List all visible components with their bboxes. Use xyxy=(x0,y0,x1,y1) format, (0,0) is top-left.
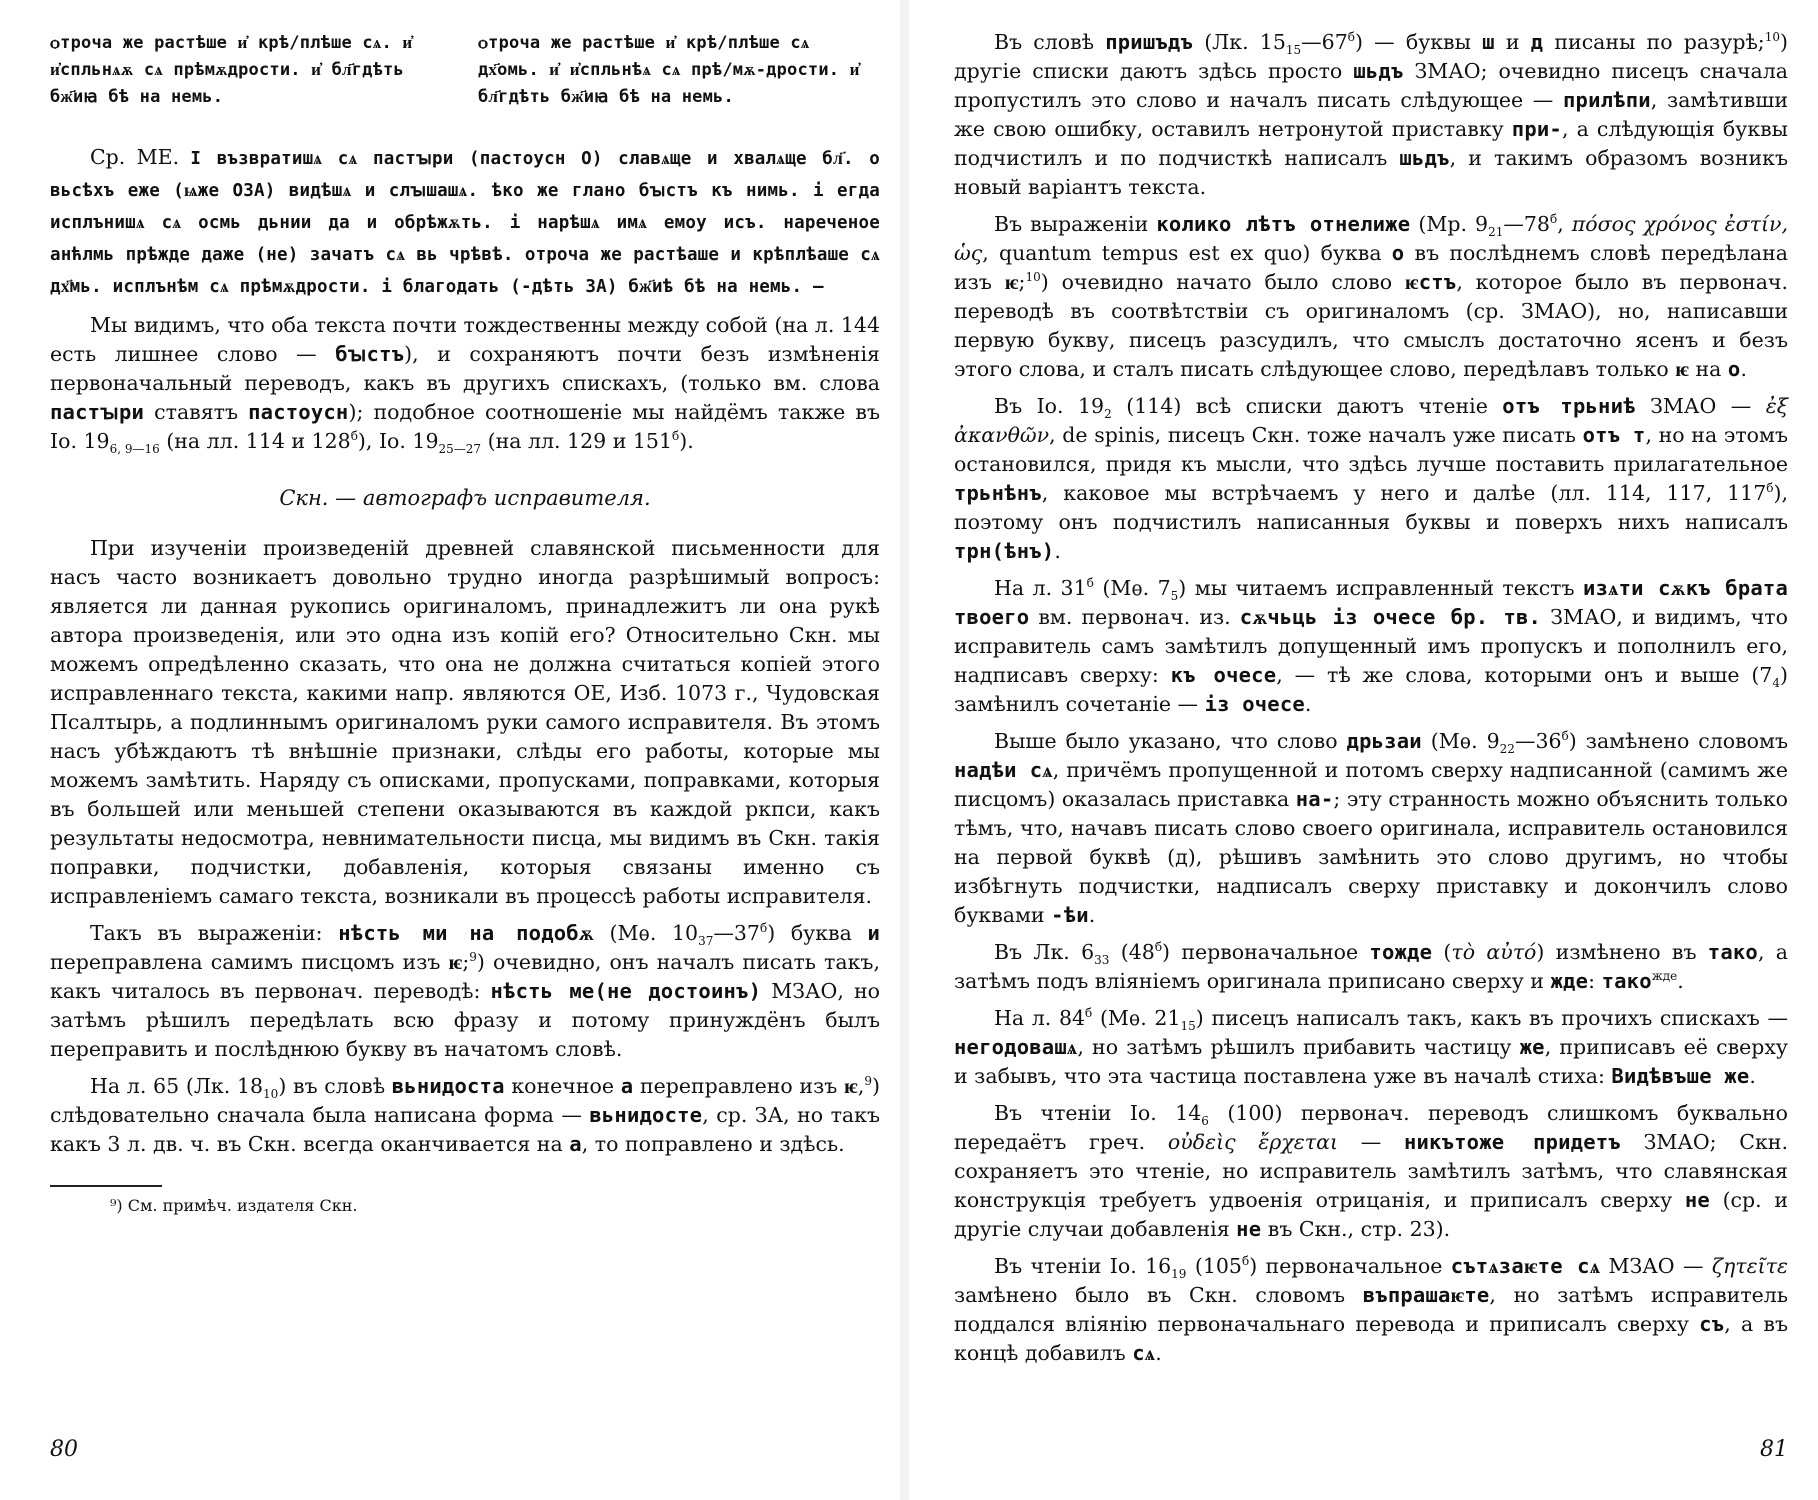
text-run: Въ словѣ xyxy=(994,30,1106,54)
slavonic-word: трьнѣнъ xyxy=(954,481,1042,505)
me-quote: І възвратишѧ сѧ пастꙑри (пастоусн О) славѧще и хвалѧще бл҃. о вьсѣхъ еже (ѩже ОЗА) видѣшѧ и слꙑшашѧ. ѣко же глано бꙑстъ къ нимь. і егда исплънишѧ сѧ осмь дьнии да и обрѣжѫть. і нарѣшѧ имѧ емоу исъ. нареченое анћлмь прѣжде даже (не) зачатъ сѧ вь чрѣвѣ. отроча же растѣаше и крѣплѣаше сѧ дх҃мь. исплънѣм сѧ прѣмѫдрости. і благодать (-дѣть ЗА) бж҃иѣ бѣ на немь. — xyxy=(50,149,880,297)
greek-word: οὐδεὶς ἔρχεται xyxy=(1167,1130,1339,1154)
text-run: (Мѳ. 9 xyxy=(1421,729,1500,753)
text-run: Выше было указано, что слово xyxy=(994,729,1347,753)
text-run: (100) первонач. переводъ слишкомъ буквально передаётъ греч. xyxy=(954,1101,1788,1154)
slavonic-word: Видѣвъше же xyxy=(1611,1064,1750,1088)
verse-subscript: 15 xyxy=(1285,43,1302,58)
text-run: Такъ въ выраженіи: xyxy=(90,921,339,945)
text-run: (Лк. 15 xyxy=(1193,30,1286,54)
text-run: ) очевидно начато было слово xyxy=(1040,270,1405,294)
parallel-col-1: ѻтроча же растѣше и҆ крѣ/плѣше сѧ. и҆ и҆спльнѧѫ сѧ прѣмѫдрости. и҆ бл҃гдѣть бж҃иꙗ бѣ на немь. xyxy=(50,33,413,107)
verse-subscript: 2 xyxy=(1104,407,1112,422)
text-run: . xyxy=(1088,903,1096,927)
slavonic-word: о xyxy=(1727,357,1741,381)
text-run: ( xyxy=(1432,940,1452,964)
text-run: , замѣтивши же свою ошибку, оставилъ нетронутой приставку xyxy=(954,88,1788,141)
text-run: (114) всѣ списки даютъ чтеніе xyxy=(1111,394,1503,418)
text-run: Въ Лк. 6 xyxy=(994,940,1095,964)
text-run: (ср. и другіе случаи добавленія xyxy=(954,1188,1788,1241)
text-run: Въ чтеніи Іо. 16 xyxy=(994,1254,1172,1278)
slavonic-word: изѧти сѫкъ брата твоего xyxy=(954,576,1789,629)
slavonic-word: къ очесе xyxy=(1170,663,1277,687)
text-run: ) писецъ написалъ такъ, какъ въ прочихъ спискахъ — xyxy=(1195,1006,1788,1030)
text-run: , но затѣмъ исправитель поддался вліянію первоначальнаго перевода и приписалъ сверху xyxy=(954,1283,1788,1336)
paragraph-example-2 xyxy=(50,1072,880,1159)
text-run: ) буква xyxy=(767,921,868,945)
slavonic-word: нѣсть ми на подобѫ xyxy=(338,921,594,945)
paragraph-me xyxy=(50,143,880,303)
slavonic-word: ѥ xyxy=(1004,270,1019,294)
text-run: , а слѣдующія буквы подчистилъ и по подчисткѣ написалъ xyxy=(954,117,1788,170)
superscript: б xyxy=(1086,576,1094,591)
text-run: (48 xyxy=(1109,940,1155,964)
right-paragraph xyxy=(954,938,1788,996)
slavonic-word: дрьзаи xyxy=(1346,729,1422,753)
superscript: б xyxy=(1241,1254,1250,1269)
page-number-left: 80 xyxy=(50,1437,78,1462)
text-run: . xyxy=(1749,1064,1756,1088)
text-run: , xyxy=(857,1074,865,1098)
slavonic-word: вьнидосте xyxy=(589,1103,703,1127)
slavonic-word: ѥстъ xyxy=(1404,270,1457,294)
text-run: : xyxy=(1588,969,1602,993)
slavonic-word: пастꙑри xyxy=(50,400,145,424)
verse-subscript: 6, 9—16 xyxy=(109,442,160,457)
greek-word: τὸ αὐτό xyxy=(1451,940,1537,964)
right-paragraph xyxy=(954,392,1788,566)
text-run: ) — буквы xyxy=(1355,30,1483,54)
slavonic-word: бꙑстъ xyxy=(335,342,405,366)
slavonic-word: -ѣи xyxy=(1051,903,1089,927)
verse-subscript: 6 xyxy=(1201,1114,1209,1129)
superscript: б xyxy=(350,429,358,444)
superscript: 9 xyxy=(469,950,477,965)
slavonic-word: о xyxy=(1391,241,1405,265)
slavonic-word: ѥ xyxy=(844,1074,858,1098)
text-run: Мы видимъ, что оба текста почти тождественны между собой (на л. 144 есть лишнее слово — xyxy=(50,313,880,366)
text-run: (Мѳ. 7 xyxy=(1093,576,1171,600)
text-run: ; эту странность можно объяснить только тѣмъ, что, начавъ писать слово своего оригинала, исправитель остановился на первой буквѣ (д), рѣшивъ замѣнить это слово другимъ, но чтобы избѣгнуть подчистки, надписалъ сверху приставку и докончилъ слово буквами xyxy=(954,787,1788,927)
text-run: ) другіе списки даютъ здѣсь просто xyxy=(954,30,1788,83)
text-run: , а затѣмъ подъ вліяніемъ оригинала приписано сверху и xyxy=(954,940,1788,993)
parallel-col-2: ѻтроча же растѣше и҆ крѣ/плѣше сѧ дх҃омь. и҆ и҆спльнѣѧ сѧ прѣ/мѫ-дрости. и҆ бл҃гдѣть бж҃иꙗ бѣ на немь. xyxy=(478,33,860,107)
slavonic-word: и xyxy=(867,921,881,945)
superscript: жде xyxy=(1651,969,1678,984)
verse-subscript: 21 xyxy=(1488,225,1504,240)
superscript: б xyxy=(1085,1006,1093,1021)
slavonic-word: ѥ xyxy=(1675,357,1689,381)
greek-word: πόσος χρόνος ἐστίν, ὡς xyxy=(954,212,1789,265)
text-run: ) измѣнено въ xyxy=(1536,940,1708,964)
text-run: (на лл. 129 и 151 xyxy=(481,429,673,453)
text-run: ). xyxy=(679,429,694,453)
text-run: . xyxy=(1677,969,1684,993)
slavonic-word: никътоже придетъ xyxy=(1403,1130,1621,1154)
text-run: Въ чтеніи Іо. 14 xyxy=(994,1101,1202,1125)
text-run: , xyxy=(1557,212,1572,236)
slavonic-word: въпрашаѥте xyxy=(1362,1283,1490,1307)
slavonic-word: вьнидоста xyxy=(391,1074,505,1098)
slavonic-word: ѥ xyxy=(448,950,463,974)
slavonic-word: съ xyxy=(1699,1312,1725,1336)
section-heading: Скн. — автографъ исправителя. xyxy=(279,486,651,510)
text-run: ); подобное соотношеніе мы найдёмъ также въ Іо. 19 xyxy=(50,400,880,453)
text-run: замѣнено было въ Скн. словомъ xyxy=(954,1283,1363,1307)
verse-subscript: 10 xyxy=(263,1087,279,1102)
text-run: (Мѳ. 10 xyxy=(593,921,699,945)
slavonic-word: тожде xyxy=(1369,940,1433,964)
text-run: , quantum tempus est ex quo) буква xyxy=(982,241,1392,265)
text-run: , но на этомъ остановился, придя къ мысли, что здѣсь лучше поставить прилагательное xyxy=(954,423,1788,476)
text-run: —36 xyxy=(1514,729,1562,753)
right-page xyxy=(909,0,1818,1500)
text-run: ЗМАО — xyxy=(1635,394,1766,418)
text-run: , то поправлено и здѣсь. xyxy=(581,1132,845,1156)
text-run: , приписавъ её сверху и забывъ, что эта частица поставлена уже въ началѣ стиха: xyxy=(954,1035,1788,1088)
text-run: , ср. ЗА, но такъ какъ 3 л. дв. ч. въ Скн. всегда оканчивается на xyxy=(50,1103,880,1156)
text-run: переправлена самимъ писцомъ изъ xyxy=(50,950,449,974)
verse-subscript: 33 xyxy=(1094,953,1110,968)
text-run: , — тѣ же слова, которыми онъ и выше (7 xyxy=(1276,663,1773,687)
superscript: 10 xyxy=(1025,270,1041,285)
slavonic-word: негодовашѧ xyxy=(954,1035,1078,1059)
text-run: , причёмъ пропущенной и потомъ сверху надписанной (самимъ же писцомъ) оказалась приставка xyxy=(954,758,1788,811)
slavonic-word: тако xyxy=(1707,940,1758,964)
superscript: б xyxy=(1561,729,1569,744)
right-paragraph xyxy=(954,210,1788,384)
text-run: (Мѳ. 21 xyxy=(1092,1006,1181,1030)
slavonic-word: пастоусн xyxy=(248,400,349,424)
text-run: , каковое мы встрѣчаемъ у него и далѣе (лл. 114, 117, 117 xyxy=(1041,481,1767,505)
slavonic-word: д xyxy=(1530,30,1544,54)
slavonic-word: пришъдъ xyxy=(1105,30,1194,54)
parallel-text xyxy=(50,30,880,111)
left-page xyxy=(0,0,900,1500)
superscript: б xyxy=(1766,481,1774,496)
slavonic-word: трн(ѣнъ) xyxy=(954,539,1055,563)
verse-subscript: 4 xyxy=(1772,676,1780,691)
slavonic-word: сѫчьць із очесе бр. тв. xyxy=(1239,605,1542,629)
right-paragraph xyxy=(954,574,1788,719)
text-run: — xyxy=(1338,1130,1404,1154)
slavonic-word: не xyxy=(1236,1217,1262,1241)
text-run: ставятъ xyxy=(144,400,249,424)
footnote-rule xyxy=(50,1185,162,1187)
slavonic-word: а xyxy=(620,1074,634,1098)
greek-word: ἐξ ἀκανθῶν xyxy=(954,394,1788,447)
text-run: ), и сохраняютъ почти безъ измѣненія первоначальный переводъ, какъ въ другихъ спискахъ, (только вм. слова xyxy=(50,342,880,395)
paragraph-example-1 xyxy=(50,919,880,1064)
text-run: ) очевидно, онъ началъ писать такъ, какъ читалось въ первонач. переводѣ: xyxy=(50,950,880,1003)
slavonic-word: шьдъ xyxy=(1353,59,1404,83)
text-run: , de spinis, писецъ Скн. тоже началъ уже писать xyxy=(1049,423,1583,447)
text-run: . xyxy=(1054,539,1061,563)
verse-subscript: 22 xyxy=(1499,742,1515,757)
superscript: б xyxy=(1154,940,1163,955)
paragraph-intro: При изученіи произведеній древней славянской письменности для насъ часто возникаетъ довольно трудно иногда разрѣшимый вопросъ: является ли данная рукопись оригиналомъ, принадлежитъ ли она рукѣ автора произведенія, или это одна изъ копій его? Относительно Скн. мы можемъ опредѣленно сказать, что она не должна считаться копіей этого исправленнаго текста, какими напр. являются ОЕ, Изб. 1073 г., Чудовская Псалтырь, а подлиннымъ оригиналомъ руки самого исправителя. Въ этомъ насъ убѣждаютъ тѣ внѣшніе признаки, слѣды его работы, которые мы можемъ замѣтить. Наряду съ описками, пропусками, поправками, которыя въ большей или меньшей степени оказываются въ каждой ркпси, какъ результаты недосмотра, невнимательности писца, мы видимъ въ Скн. такія поправки, подчистки, добавленія, которыя связаны именно съ исправленіемъ самаго текста, возникали въ процессѣ работы исправителя. xyxy=(50,536,880,908)
slavonic-word: жде xyxy=(1550,969,1589,993)
text-run: , и такимъ образомъ возникъ новый варіантъ текста. xyxy=(954,146,1789,199)
text-run: Въ выраженіи xyxy=(994,212,1157,236)
slavonic-word: сѧ xyxy=(1132,1341,1156,1365)
text-run: ЗМАО; Скн. сохраняетъ это чтеніе, но исправитель замѣтилъ затѣмъ, что славянская конструкція требуетъ удвоенія отрицанія, и приписалъ сверху xyxy=(954,1130,1788,1212)
superscript: б xyxy=(1347,30,1355,45)
slavonic-word: а xyxy=(569,1132,582,1156)
verse-subscript: 37 xyxy=(698,934,714,949)
text-run: На л. 65 (Лк. 18 xyxy=(90,1074,264,1098)
slavonic-word: тако xyxy=(1601,969,1652,993)
text-run: , которое было въ первонач. переводѣ въ соотвѣтствіи съ оригиналомъ (ср. ЗМАО), но, написавши первую букву, писецъ разсудилъ, что смыслъ достаточно ясенъ и безъ этого слова, и сталъ писать слѣдующее слово, передѣлавъ только xyxy=(954,270,1788,381)
text-run: ) первоначальное xyxy=(1249,1254,1451,1278)
text-run: ; xyxy=(1018,270,1026,294)
right-paragraph xyxy=(954,1004,1788,1091)
text-run: ) слѣдовательно сначала была написана форма — xyxy=(50,1074,880,1127)
text-run: вм. первонач. из. xyxy=(1029,605,1240,629)
text-run: ), поэтому онъ подчистилъ написанныя буквы и поверхъ нихъ написалъ xyxy=(954,481,1788,534)
text-run: —67 xyxy=(1301,30,1348,54)
text-run: ), Іо. 19 xyxy=(357,429,439,453)
text-run: , но затѣмъ рѣшилъ прибавить частицу xyxy=(1077,1035,1520,1059)
gutter xyxy=(900,0,909,1500)
greek-word: ζητεῖτε xyxy=(1711,1254,1788,1278)
slavonic-word: при- xyxy=(1511,117,1562,141)
text-run: ) замѣнилъ сочетаніе — xyxy=(954,663,1788,716)
verse-subscript: 5 xyxy=(1170,589,1179,604)
slavonic-word: на- xyxy=(1295,787,1334,811)
page-number-right: 81 xyxy=(1760,1437,1788,1462)
text-run: въ Скн., стр. 23). xyxy=(1261,1217,1451,1241)
right-paragraphs xyxy=(954,28,1788,1368)
text-run: —78 xyxy=(1503,212,1550,236)
text-run: . xyxy=(1740,357,1747,381)
verse-subscript: 15 xyxy=(1180,1019,1196,1034)
superscript: 9 xyxy=(864,1074,872,1089)
superscript: б xyxy=(1549,212,1558,227)
text-run: . xyxy=(1304,692,1312,716)
text-run: МЗАО, но затѣмъ рѣшилъ передѣлать всю фразу и потому принуждёнъ былъ переправить и послѣднюю букву въ начатомъ словѣ. xyxy=(50,979,880,1061)
text-run: ЗМАО; очевидно писецъ сначала пропустилъ это слово и началъ писать слѣдующее — xyxy=(954,59,1788,112)
slavonic-word: шьдъ xyxy=(1399,146,1450,170)
text-run: На л. 84 xyxy=(994,1006,1086,1030)
slavonic-word: не xyxy=(1684,1188,1710,1212)
verse-subscript: 19 xyxy=(1171,1267,1187,1282)
text-run: . xyxy=(1155,1341,1162,1365)
slavonic-word: ш xyxy=(1482,30,1495,54)
text-run: ) въ словѣ xyxy=(278,1074,392,1098)
text-run: ЗМАО, и видимъ, что исправитель самъ замѣтилъ допущенный имъ пропускъ и пополнилъ его, надписавъ сверху: xyxy=(954,605,1788,687)
text-run: ) мы читаемъ исправленный текстъ xyxy=(1178,576,1584,600)
right-paragraph xyxy=(954,28,1788,202)
me-intro: Ср. МЕ. xyxy=(90,145,180,169)
text-run: переправлено изъ xyxy=(633,1074,844,1098)
superscript: б xyxy=(672,429,680,444)
slavonic-word: отъ т xyxy=(1582,423,1646,447)
right-paragraph xyxy=(954,1252,1788,1368)
slavonic-word: колико лѣтъ отнелиже xyxy=(1156,212,1411,236)
text-run: —37 xyxy=(713,921,760,945)
text-run: и xyxy=(1494,30,1531,54)
text-run: ) замѣнено словомъ xyxy=(1568,729,1788,753)
slavonic-word: нѣсть ме(не достоинъ) xyxy=(490,979,762,1003)
paragraph-comparison xyxy=(50,311,880,456)
verse-subscript: 25—27 xyxy=(438,442,482,457)
right-paragraph xyxy=(954,727,1788,930)
text-run: (Мр. 9 xyxy=(1410,212,1489,236)
text-run: на xyxy=(1689,357,1728,381)
text-run: писаны по разурѣ; xyxy=(1543,30,1765,54)
text-run: (на лл. 114 и 128 xyxy=(159,429,351,453)
slavonic-word: із очесе xyxy=(1204,692,1305,716)
text-run: въ послѣднемъ словѣ передѣлана изъ xyxy=(954,241,1788,294)
text-run: ) первоначальное xyxy=(1162,940,1370,964)
text-run: Въ Іо. 19 xyxy=(994,394,1105,418)
text-run: МЗАО — xyxy=(1600,1254,1712,1278)
text-run: (105 xyxy=(1186,1254,1242,1278)
text-run: , а въ концѣ добавилъ xyxy=(954,1312,1788,1365)
slavonic-word: надѣи сѧ xyxy=(954,758,1053,782)
slavonic-word: же xyxy=(1519,1035,1545,1059)
slavonic-word: отъ трьниѣ xyxy=(1502,394,1636,418)
right-paragraph xyxy=(954,1099,1788,1244)
slavonic-word: сътѧзаѥте сѧ xyxy=(1450,1254,1601,1278)
slavonic-word: прилѣпи xyxy=(1563,88,1651,112)
text-run: На л. 31 xyxy=(994,576,1087,600)
footnote: ⁹) См. примѣч. издателя Скн. xyxy=(110,1196,358,1215)
text-run: ; xyxy=(462,950,470,974)
superscript: 10 xyxy=(1764,30,1780,45)
text-run: конечное xyxy=(504,1074,621,1098)
superscript: б xyxy=(759,921,768,936)
